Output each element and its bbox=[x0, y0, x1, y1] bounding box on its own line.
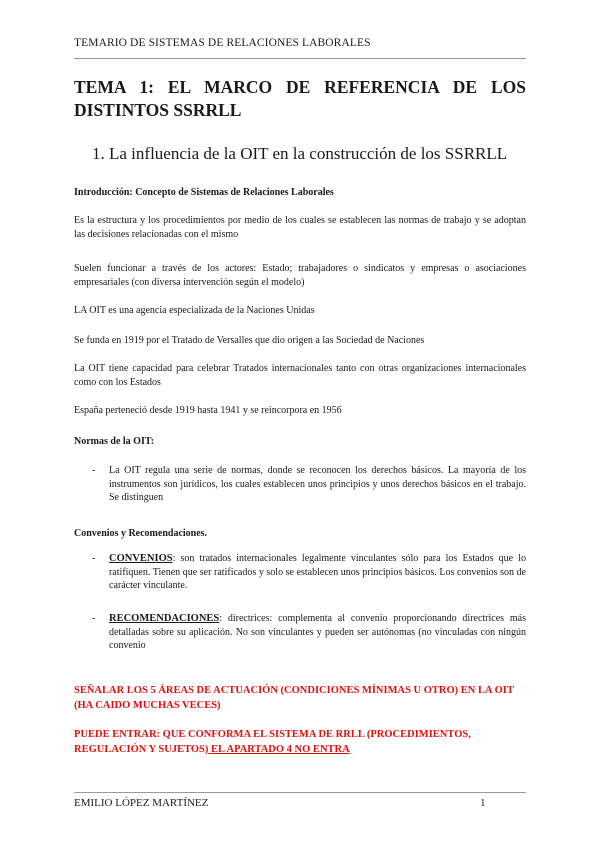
recomendaciones-definition: : directrices: complementa al convenio proporcionando directrices más detalladas sobre su aplicación. No son vinculantes y pueden ser autónomas (no vinculadas con ningún convenio bbox=[109, 613, 526, 651]
intro-paragraph-6: España perteneció desde 1919 hasta 1941 y se reincorpora en 1956 bbox=[74, 405, 342, 416]
recomendaciones-term: RECOMENDACIONES bbox=[109, 613, 220, 624]
exam-note-1: SEÑALAR LOS 5 ÁREAS DE ACTUACIÓN (CONDICIONES MÍNIMAS U OTRO) EN LA OIT (HA CAIDO MUCHAS VECES) bbox=[74, 685, 514, 711]
bullet-dash: - bbox=[92, 465, 96, 476]
header-rule bbox=[74, 58, 526, 59]
footer-author: EMILIO LÓPEZ MARTÍNEZ bbox=[74, 797, 209, 809]
intro-paragraph-2: Suelen funcionar a través de los actores: Estado; trabajadores o sindicatos y empresas o asociaciones empresariales (con diversa intervención según el modelo) bbox=[74, 263, 526, 288]
exam-note-2-underlined: EL APARTADO 4 NO ENTRA bbox=[208, 743, 350, 755]
convenios-heading: Convenios y Recomendaciones. bbox=[74, 528, 208, 539]
normas-heading: Normas de la OIT: bbox=[74, 436, 155, 447]
intro-paragraph-3-text: es una agencia especializada de la Naciones Unidas bbox=[108, 305, 315, 316]
oit-term: LA OIT bbox=[74, 305, 106, 316]
intro-paragraph-5: La OIT tiene capacidad para celebrar Tratados internacionales tanto con otras organizaciones internacionales como con los Estados bbox=[74, 363, 526, 388]
intro-paragraph-1: Es la estructura y los procedimientos por medio de los cuales se establecen las normas de trabajo y se adoptan las decisiones relacionadas con el mismo bbox=[74, 215, 526, 240]
convenios-term: CONVENIOS bbox=[109, 553, 173, 564]
convenios-definition: : son tratados internacionales legalmente vinculantes sólo para los Estados que lo ratifiquen. Tienen que ser ratificados y solo se establecen unos principios básicos. Los convenios son de carácter vinculante. bbox=[109, 553, 526, 591]
exam-note-2 bbox=[74, 728, 526, 757]
normas-bullet bbox=[92, 464, 526, 505]
tema-title: TEMA 1: EL MARCO DE REFERENCIA DE LOS DISTINTOS SSRRLL bbox=[74, 77, 526, 120]
intro-paragraph-4: Se funda en 1919 por el Tratado de Versalles que dio origen a las Sociedad de Naciones bbox=[74, 335, 425, 346]
intro-heading: Introducción: Concepto de Sistemas de Relaciones Laborales bbox=[74, 187, 334, 198]
normas-bullet-text: La OIT regula una serie de normas, donde se reconocen los derechos básicos. La mayoría de los instrumentos son jurídicos, los cuales establecen unos principios y unos derechos básicos en el trabajo. Se distinguen bbox=[109, 465, 526, 503]
convenios-bullet-text bbox=[109, 552, 526, 593]
bullet-dash: - bbox=[92, 613, 96, 624]
running-header: TEMARIO DE SISTEMAS DE RELACIONES LABORALES bbox=[74, 37, 371, 49]
section-title: 1. La influencia de la OIT en la construcción de los SSRRLL bbox=[92, 144, 508, 163]
bullet-dash: - bbox=[92, 553, 96, 564]
convenios-bullet bbox=[92, 552, 526, 593]
recomendaciones-bullet bbox=[92, 612, 526, 653]
exam-note-2-text: PUEDE ENTRAR: QUE CONFORMA EL SISTEMA DE RRLL (PROCEDIMIENTOS, REGULACIÓN Y SUJETOS) bbox=[74, 729, 471, 755]
recomendaciones-bullet-text bbox=[109, 612, 526, 653]
footer-rule bbox=[74, 792, 526, 793]
intro-paragraph-3 bbox=[74, 304, 526, 318]
page-number: 1 bbox=[480, 797, 486, 809]
